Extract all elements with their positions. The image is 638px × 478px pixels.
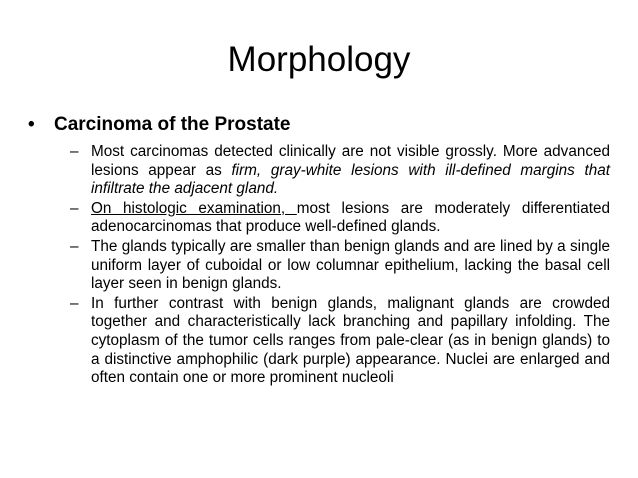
item-text: Most carcinomas detected clinically are not visible grossly. More advanced lesions appear as bbox=[91, 143, 610, 179]
item-text: In further contrast with benign glands, malignant glands are crowded together and characteristically lack branching and papillary infolding. The cytoplasm of the tumor cells ranges from pale-clear (as in benign glands) to a distinctive amphophilic (dark purple) appearance. Nuclei are enlarged and often contain one or more prominent nucleoli bbox=[91, 294, 610, 387]
sub-bullet-item bbox=[70, 238, 610, 294]
item-text: most lesions are moderately differentiated adenocarcinomas that produce well-defined glands. bbox=[91, 199, 610, 236]
dash-marker: – bbox=[70, 237, 79, 255]
dash-marker: – bbox=[70, 199, 79, 217]
item-text: The glands typically are smaller than benign glands and are lined by a single uniform layer of cuboidal or low columnar epithelium, lacking the basal cell layer seen in benign glands. bbox=[91, 237, 610, 293]
dash-marker: – bbox=[70, 294, 79, 312]
dash-marker: – bbox=[70, 143, 79, 160]
sub-bullet-item bbox=[70, 143, 610, 199]
bullet-dot: • bbox=[28, 114, 35, 135]
bullet-heading: Carcinoma of the Prostate bbox=[54, 114, 291, 135]
sub-bullet-item bbox=[70, 295, 610, 388]
sub-bullet-item bbox=[70, 200, 610, 237]
slide-title: Morphology bbox=[227, 40, 411, 79]
main-bullet bbox=[28, 112, 618, 138]
item-italic-text: firm, gray-white lesions with ill-defined margins that infiltrate the adjacent gland. bbox=[91, 161, 610, 198]
item-underlined-text: On histologic examination, bbox=[91, 199, 297, 217]
sub-bullet-list bbox=[70, 143, 610, 389]
